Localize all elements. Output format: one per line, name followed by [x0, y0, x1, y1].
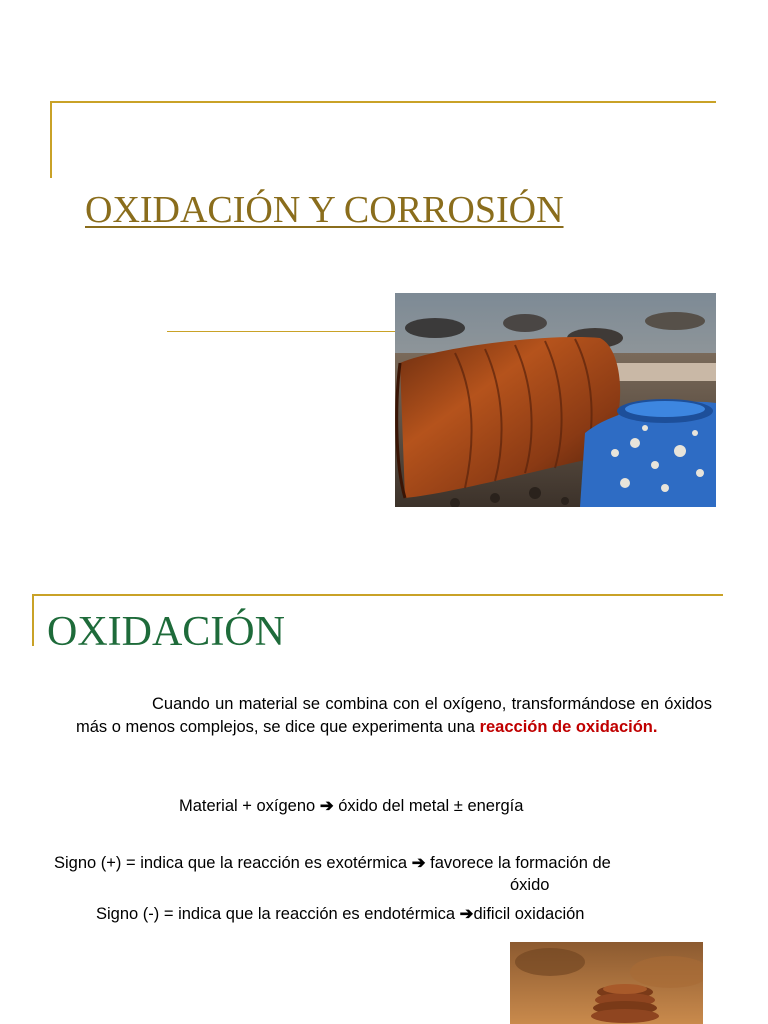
- definition-text: Cuando un material se combina con el oxígeno, transformándose en óxidos más o menos complejos, se dice que experimenta una: [76, 695, 712, 736]
- equation-left: Material + oxígeno: [179, 797, 316, 815]
- definition-paragraph: [76, 693, 712, 739]
- sign-positive-line: [54, 853, 611, 873]
- sign-positive-continuation: óxido: [510, 876, 550, 894]
- arrow-icon: ➔: [319, 797, 334, 815]
- left-accent-rule: [50, 101, 52, 178]
- rusted-bolt-photo: [510, 942, 703, 1024]
- top-accent-rule: [50, 101, 716, 103]
- sign-positive-left: Signo (+) = indica que la reacción es exotérmica: [54, 854, 408, 872]
- sign-negative-left: Signo (-) = indica que la reacción es endotérmica: [96, 905, 456, 923]
- left-accent-rule: [32, 594, 34, 646]
- mid-accent-rule: [167, 331, 397, 332]
- top-accent-rule: [32, 594, 723, 596]
- slide-title: OXIDACIÓN: [47, 609, 285, 655]
- sign-negative-right: dificil oxidación: [473, 905, 585, 923]
- oxidation-slide: [0, 560, 768, 1024]
- slide-title: OXIDACIÓN Y CORROSIÓN: [85, 189, 564, 231]
- sign-positive-right: favorece la formación de: [430, 854, 611, 872]
- equation-right: óxido del metal ± energía: [338, 797, 524, 815]
- equation-line: [179, 796, 523, 816]
- arrow-icon: ➔: [411, 854, 426, 872]
- sign-negative-line: [96, 904, 584, 924]
- rusted-barrel-photo: [395, 293, 716, 507]
- definition-highlight: reacción de oxidación.: [479, 718, 658, 736]
- arrow-icon: ➔: [459, 905, 474, 923]
